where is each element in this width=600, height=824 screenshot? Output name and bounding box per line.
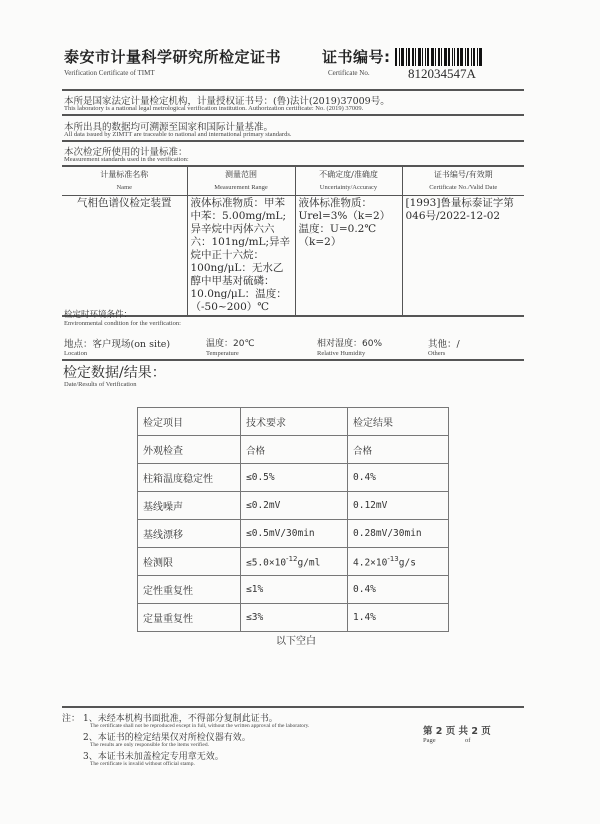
cell-result-text: 合格 [353,445,373,457]
note-2-en: The results are only responsible for the items verified. [90,742,209,748]
standard-name: 气相色谱仪检定装置 [77,197,172,209]
standard-uncertainty: 液体标准物质：Urel=3%（k=2） 温度：U=0.2℃（k=2） [295,196,402,317]
cell-requirement-text: ≤0.2mV [246,500,281,511]
col-name [62,167,187,196]
env-humidity: 相对湿度：60% [317,339,383,349]
cell-requirement-text: ≤0.5mV/30min [246,528,315,539]
cell-item [138,436,241,464]
cell-result [348,492,449,520]
cell-item-text: 外观检查 [143,446,183,457]
cell-requirement [241,492,348,520]
table-header-row [138,408,449,436]
exponent: -13 [387,554,399,563]
header-en: Name [116,184,133,191]
table-row [138,604,449,632]
statement-traceability: 本所出具的数据均可溯源至国家和国际计量基准。 [64,122,274,133]
header-requirement: 技术要求 [241,408,348,436]
col-range [187,167,295,196]
table-row [138,464,449,492]
note-1: 1、未经本机构书面批准，不得部分复制此证书。 [83,714,278,724]
page-number: 第 2 页 共 2 页 [423,726,491,737]
cell-result [348,576,449,604]
env-humidity-en: Relative Humidity [317,350,366,357]
certificate-title: 泰安市计量科学研究所检定证书 [64,48,282,66]
note-2: 2、本证书的检定结果仅对所检仪器有效。 [83,733,251,743]
page-label-en: Page [423,737,436,744]
cell-item [138,492,241,520]
cert-no-label: 证书编号: [322,48,391,66]
cell-result [348,604,449,632]
standard-certificate: [1993]鲁量标泰证字第046号/2022-12-02 [402,196,524,317]
cert-no-label-en: Certificate No. [328,69,370,77]
results-title-en: Date/Results of Verification [64,381,137,388]
note-3-en: The certificate is invalid without official stamp. [90,761,195,767]
cell-requirement [241,436,348,464]
cell-requirement-text: ≤0.5% [246,472,275,483]
cell-item [138,548,241,576]
statement-authority-en: This laboratory is a national legal metrological verification institution. Authorization certificate: No. (2019) 37009. [64,105,364,112]
header-en: Certificate No./Valid Date [429,184,498,191]
env-heading: 检定时环境条件： [64,310,133,320]
cell-result-text: 1.4% [353,612,376,623]
unit: g/s [398,557,416,569]
cell-item-text: 定量重复性 [143,614,193,625]
unit: g/ml [297,557,321,569]
env-temperature: 温度：20℃ [206,339,255,349]
header-result: 检定结果 [348,408,449,436]
cell-result [348,436,449,464]
cell-requirement-text: 合格 [246,445,266,457]
cell-item-text: 柱箱温度稳定性 [143,474,213,485]
header-en: Measurement Range [214,184,268,191]
header-zh: 计量标准名称 [100,170,149,179]
cell-requirement [241,576,348,604]
cell-result-text: 0.28mV/30min [353,528,422,539]
cell-requirement [241,548,348,576]
standards-table [62,167,524,317]
env-heading-en: Environmental condition for the verification: [64,320,181,327]
certificate-title-en: Verification Certificate of TIMT [64,69,155,77]
standards-heading-en: Measurement standards used in the verification: [64,156,189,163]
cell-item [138,520,241,548]
cell-result-text: 0.4% [353,472,376,483]
cell-item-text: 基线漂移 [143,530,183,541]
standard-range: 液体标准物质：甲苯中苯：5.00mg/mL;异辛烷中丙体六六六：101ng/mL;异辛烷中正十六烷：100ng/μL：无水乙醇中甲基对硫磷：10.0ng/μL：温度：（-50~200）℃ [187,196,295,317]
header-zh: 测量范围 [225,170,257,179]
results-title: 检定数据/结果： [63,365,166,381]
cell-requirement-text: ≤1% [246,584,264,595]
barcode [395,48,484,66]
cell-requirement [241,520,348,548]
blank-below-note: 以下空白 [276,636,316,647]
cell-result-text: 0.12mV [353,500,388,511]
cell-result [348,464,449,492]
header-en: Uncertainty/Accuracy [319,184,378,191]
cell-item-text: 定性重复性 [143,586,193,597]
cell-requirement [241,604,348,632]
note-3: 3、本证书未加盖检定专用章无效。 [83,752,224,762]
table-row [138,548,449,576]
table-row [138,576,449,604]
cert-no: 812034547A [408,66,476,81]
cell-result [348,520,449,548]
note-1-en: The certificate shall not be reproduced except in full, without the written approval of the laboratory. [90,723,310,729]
table-row [138,520,449,548]
cell-item-text: 检测限 [143,558,173,569]
of-label-en: of [465,737,471,744]
header-item: 检定项目 [138,408,241,436]
table-row [138,436,449,464]
standards-heading: 本次检定所使用的计量标准： [64,147,188,158]
cell-item-text: 基线噪声 [143,502,183,513]
cell-item [138,464,241,492]
header-zh: 不确定度/准确度 [319,170,378,179]
cell-requirement-text: ≤5.0×10 [246,557,287,569]
env-others: 其他：/ [428,339,460,350]
statement-traceability-en: All data issued by ZIMTT are traceable to national and international primary standards. [64,131,292,138]
env-temperature-en: Temperature [206,350,239,357]
env-others-en: Others [428,350,446,357]
header-zh: 证书编号/有效期 [433,170,493,179]
col-certificate [402,167,524,196]
cell-result-text: 4.2×10 [353,557,388,569]
cell-requirement-text: ≤3% [246,612,264,623]
table-row [138,492,449,520]
cell-result-text: 0.4% [353,584,376,595]
exponent: -12 [286,554,298,563]
cell-item [138,604,241,632]
cell-item [138,576,241,604]
cell-result [348,548,449,576]
notes-prefix: 注： [62,714,81,724]
cell-requirement [241,464,348,492]
results-table [137,407,449,632]
col-uncertainty [295,167,402,196]
statement-authority: 本所是国家法定计量检定机构，计量授权证书号：(鲁)法计(2019)37009号。 [64,96,390,107]
env-location: 地点：客户现场(on site) [64,339,171,350]
env-location-en: Location [64,350,88,357]
